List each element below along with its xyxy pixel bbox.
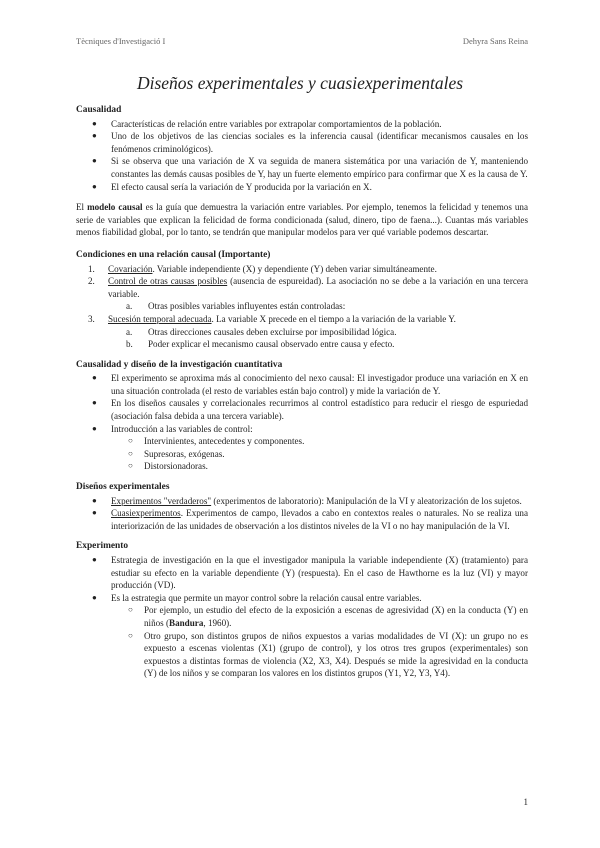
bullet-icon: ● [92,156,97,166]
list-item: ● Introducción a las variables de control: [92,423,253,434]
section-cuantitativa [76,359,528,473]
list-item: ● Características de relación entre variables por extrapolar comportamientos de la población. [92,118,442,129]
bullet-icon: ● [92,592,97,602]
list-item: 3. Sucesión temporal adecuada. La variable X precede en el tiempo a la variación de la variable Y. [88,313,456,324]
list-item: ● Cuasiexperimentos. Experimentos de campo, llevados a cabo en contextos reales o naturales. No se realiza una interiorización de las unidades de observación a los distintos niveles de la VI o no hay manipulación de la VI. [92,508,528,531]
circle-bullet-icon: ○ [128,461,133,471]
list-item: ● Si se observa que una variación de X va seguida de manera sistemática por una variación de Y, manteniendo constantes las demás causas posibles de Y, hay un fuerte elemento empírico para confirmar que X es la causa de Y. [92,156,528,179]
list-item: ● Experimentos "verdaderos" (experimentos de laboratorio): Manipulación de la VI y aleatorización de los sujetos. [92,495,522,506]
bullet-icon: ● [92,181,97,191]
section-disenos [76,481,528,532]
list-item: ● El experimento se aproxima más al conocimiento del nexo causal: El investigador produce una variación en X en una situación controlada (el resto de variables están bajo control) y mide la variación de Y. [92,373,528,396]
bullet-icon: ● [92,118,97,128]
list-item: ● En los diseños causales y correlacionales recurrimos al control estadístico para reducir el riesgo de espuriedad (asociación falsa debida a una tercera variable). [92,398,528,422]
list-item: 2. Control de otras causas posibles (ausencia de espureidad). La asociación no se debe a la variación en una tercera variable. [88,276,528,299]
section-heading: Experimento [76,541,129,552]
section-heading: Causalidad [76,105,122,115]
bullet-icon: ● [92,495,97,505]
list-item: ● Uno de los objetivos de las ciencias sociales es la inferencia causal (identificar mecanismos causales en los fenómenos criminológicos). [92,131,528,154]
list-item: ○ Distorsionadoras. [128,461,208,472]
bullet-icon: ● [92,423,97,433]
bullet-icon: ● [92,555,97,564]
circle-bullet-icon: ○ [128,436,133,446]
circle-bullet-icon: ○ [128,630,133,640]
list-item: a. Otras direcciones causales deben excluirse por imposibilidad lógica. [126,326,397,337]
list-item: b. Poder explicar el mecanismo causal observado entre causa y efecto. [126,339,395,350]
header-author: Dehyra Sans Reina [462,36,528,46]
document-body [76,104,528,688]
list-item: ○ Otro grupo, son distintos grupos de niños expuestos a varias modalidades de VI (X): un grupo no es expuesto a escenas violentas (X1) (grupo de control), y los otros tres grupos (experimentales) son expuestos a distintas formas de violencia (X2, X3, X4). Después se mide la agresividad en la conducta (Y) de los niños y se comparan los valores en los distintos grupos (Y1, Y2, Y3, Y4). [128,630,528,679]
list-item: a. Otras posibles variables influyentes están controladas: [126,301,346,312]
page-number: 1 [523,797,528,807]
section-heading: Condiciones en una relación causal (Importante) [76,249,271,260]
list-item: ● Estrategia de investigación en la que el investigador manipula la variable independiente (X) (tratamiento) para estudiar su efecto en la variable dependiente (Y) (respuesta). En el caso de Hawthorne es la luz (VI) y mayor producción (VD). [92,555,528,591]
bullet-icon: ● [92,131,97,141]
paragraph-modelo-causal: El modelo causal es la guía que demuestra la variación entre variables. Por ejemplo, tenemos la felicidad y tenemos una serie de variables que explican la felicidad de forma condicionada (salud, dinero, tipo de faena...). Cuantas más variables menos fiabilidad global, por lo tanto, se tendrán que manipular modelos para ver qué variable podemos descartar. [76,202,528,238]
section-causalidad [76,104,528,193]
list-item: ○ Por ejemplo, un estudio del efecto de la exposición a escenas de agresividad (X) en la conducta (Y) en niños (Bandura, 1960). [128,605,528,628]
header-course: Tècniques d'Investigació I [76,36,166,46]
section-heading: Causalidad y diseño de la investigación cuantitativa [76,359,283,370]
list-item: ○ Intervinientes, antecedentes y componentes. [128,436,305,447]
page-title: Diseños experimentales y cuasiexperimentales [136,73,464,93]
bullet-icon: ● [92,398,97,408]
list-item: ● Es la estrategia que permite un mayor control sobre la relación causal entre variables. [92,592,422,603]
bullet-icon: ● [92,508,97,518]
list-item: ○ Supresoras, exógenas. [128,448,225,459]
section-experimento [76,540,528,680]
bullet-icon: ● [92,373,97,383]
circle-bullet-icon: ○ [128,448,133,458]
list-item: ● El efecto causal sería la variación de Y producida por la variación en X. [92,181,372,192]
circle-bullet-icon: ○ [128,605,133,615]
list-item: 1. Covariación. Variable independiente (X) y dependiente (Y) deben variar simultáneamente. [88,263,437,274]
section-heading: Diseños experimentales [76,482,170,493]
section-condiciones [76,249,528,351]
